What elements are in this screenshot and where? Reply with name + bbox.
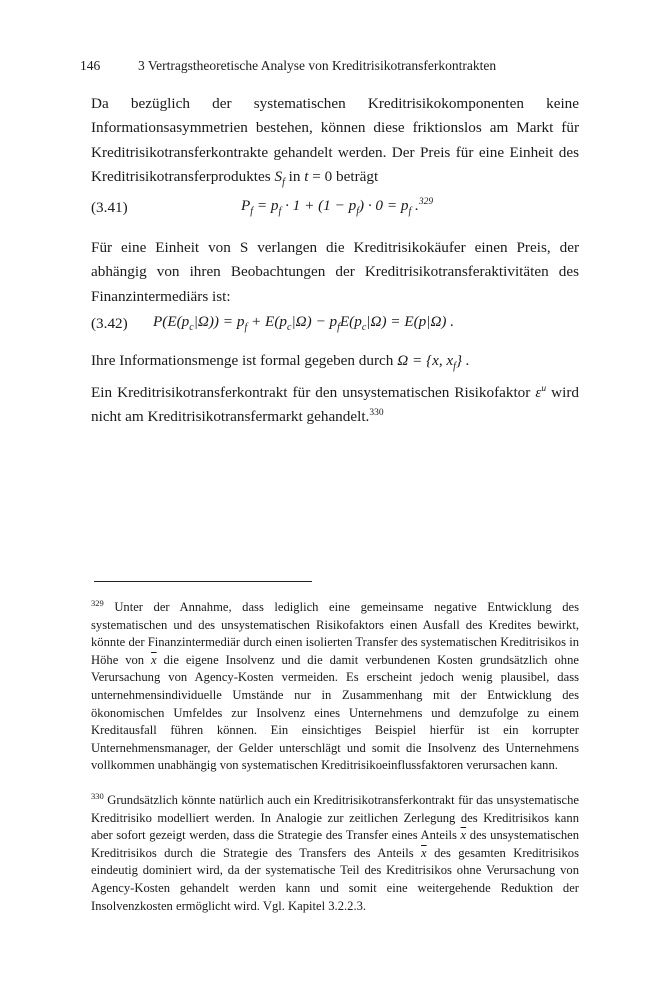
information-set-formula: Ω = {x, $x_f$} . bbox=[397, 352, 470, 373]
equation-number: (3.42) bbox=[91, 315, 128, 332]
running-title: 3 Vertragstheoretische Analyse von Kreditrisikotransferkontrakten bbox=[138, 58, 497, 73]
footnote-number: 329 bbox=[91, 597, 104, 608]
paragraph-price: Für eine Einheit von S verlangen die Kreditrisikokäufer einen Preis, der abhängig von ihren Beobachtungen der Kreditrisikotransferaktivitäten des Finanzintermediärs ist: bbox=[91, 239, 579, 305]
footnote-ref-329: 329 bbox=[418, 196, 434, 207]
equation-number: (3.41) bbox=[91, 199, 128, 216]
footnote-330: $^{330}$ Grundsätzlich könnte natürlich auch ein Kreditrisikotransferkontrakt für das unsystematische Kreditrisiko modelliert werden. In Analogie zur zeitlichen Zerlegung des Kreditrisikos kann aber sofort gezeigt werden, dass die Strategie des Transfer eines Anteils $\overline{x}$ des unsystematischen Kreditrisikos durch die Strategie des Transfers des Anteils $\overline{x}$ des gesamten Kreditrisikos eindeutig dominiert wird, da der systematische Teil des Kreditrisikos ohne Verursachung von Agency-Kosten gehandelt werden kann und somit eine weitergehende Reduktion der Insolvenzkosten ermöglicht wird. Vgl. Kapitel 3.2.2.3. bbox=[91, 790, 580, 913]
paragraph-information-set: Ihre Informationsmenge ist formal gegeben durch Ω = {x, $x_f$} . bbox=[91, 352, 470, 373]
footnote-divider bbox=[94, 581, 312, 582]
equation-body: $P_f = p_f \cdot 1 + (1 - p_f) \cdot 0 = p_f$ .$^{329}$ bbox=[241, 196, 434, 218]
page-number: 146 bbox=[80, 58, 101, 73]
footnote-329: $^{329}$ Unter der Annahme, dass lediglich eine gemeinsame negative Entwicklung des systematischen und des unsystematischen Risikofaktors einen Ausfall des Kredites bewirkt, könnte der Finanzintermediär durch einen isolierten Transfer des systematischen Kreditrisikos in Höhe von $\overline{x}$ die eigene Insolvenz und die damit verbundenen Kosten grundsätzlich ohne Verursachung von Agency-Kosten vermeiden. Es erscheint jedoch wenig plausibel, dass unternehmensindividuelle Umstände nur in Zusammenhang mit der Entwicklung des ökonomischen Umfeldes zur Insolvenz eines Unternehmens und demzufolge zu einem Kreditausfall führen können. Ein einsichtiges Beispiel hierfür ist ein korrupter Unternehmensmanager, der Gelder unterschlägt und somit die Insolvenz des Unternehmens vollkommen unabhängig von systematischen Kreditrisikoeinflussfaktoren verursachen kann. bbox=[91, 597, 579, 773]
footnote-ref-330: 330 bbox=[369, 408, 384, 419]
equation-body: $P(E(p_c|\Omega)) = p_f + E(p_c|\Omega) - p_fE(p_c|\Omega) = E(p|\Omega)$ . bbox=[153, 313, 455, 334]
equation-3-41 bbox=[91, 197, 579, 223]
paragraph-intro: Da bezüglich der systematischen Kreditrisikokomponenten keine Informationsasymmetrien bestehen, können diese friktionslos am Markt für Kreditrisikotransferkontrakte gehandelt werden. Der Preis für eine Einheit des Kreditrisikotransferproduktes $S_f$ in t = 0 beträgt bbox=[91, 95, 579, 189]
paragraph-unsystematic: Ein Kreditrisikotransferkontrakt für den unsystematischen Risikofaktor $\varepsilon^u$ wird nicht am Kreditrisikotransfermarkt gehandelt.$^{330}$ bbox=[91, 383, 579, 426]
equation-3-42 bbox=[91, 313, 579, 339]
footnote-number: 330 bbox=[91, 790, 104, 801]
